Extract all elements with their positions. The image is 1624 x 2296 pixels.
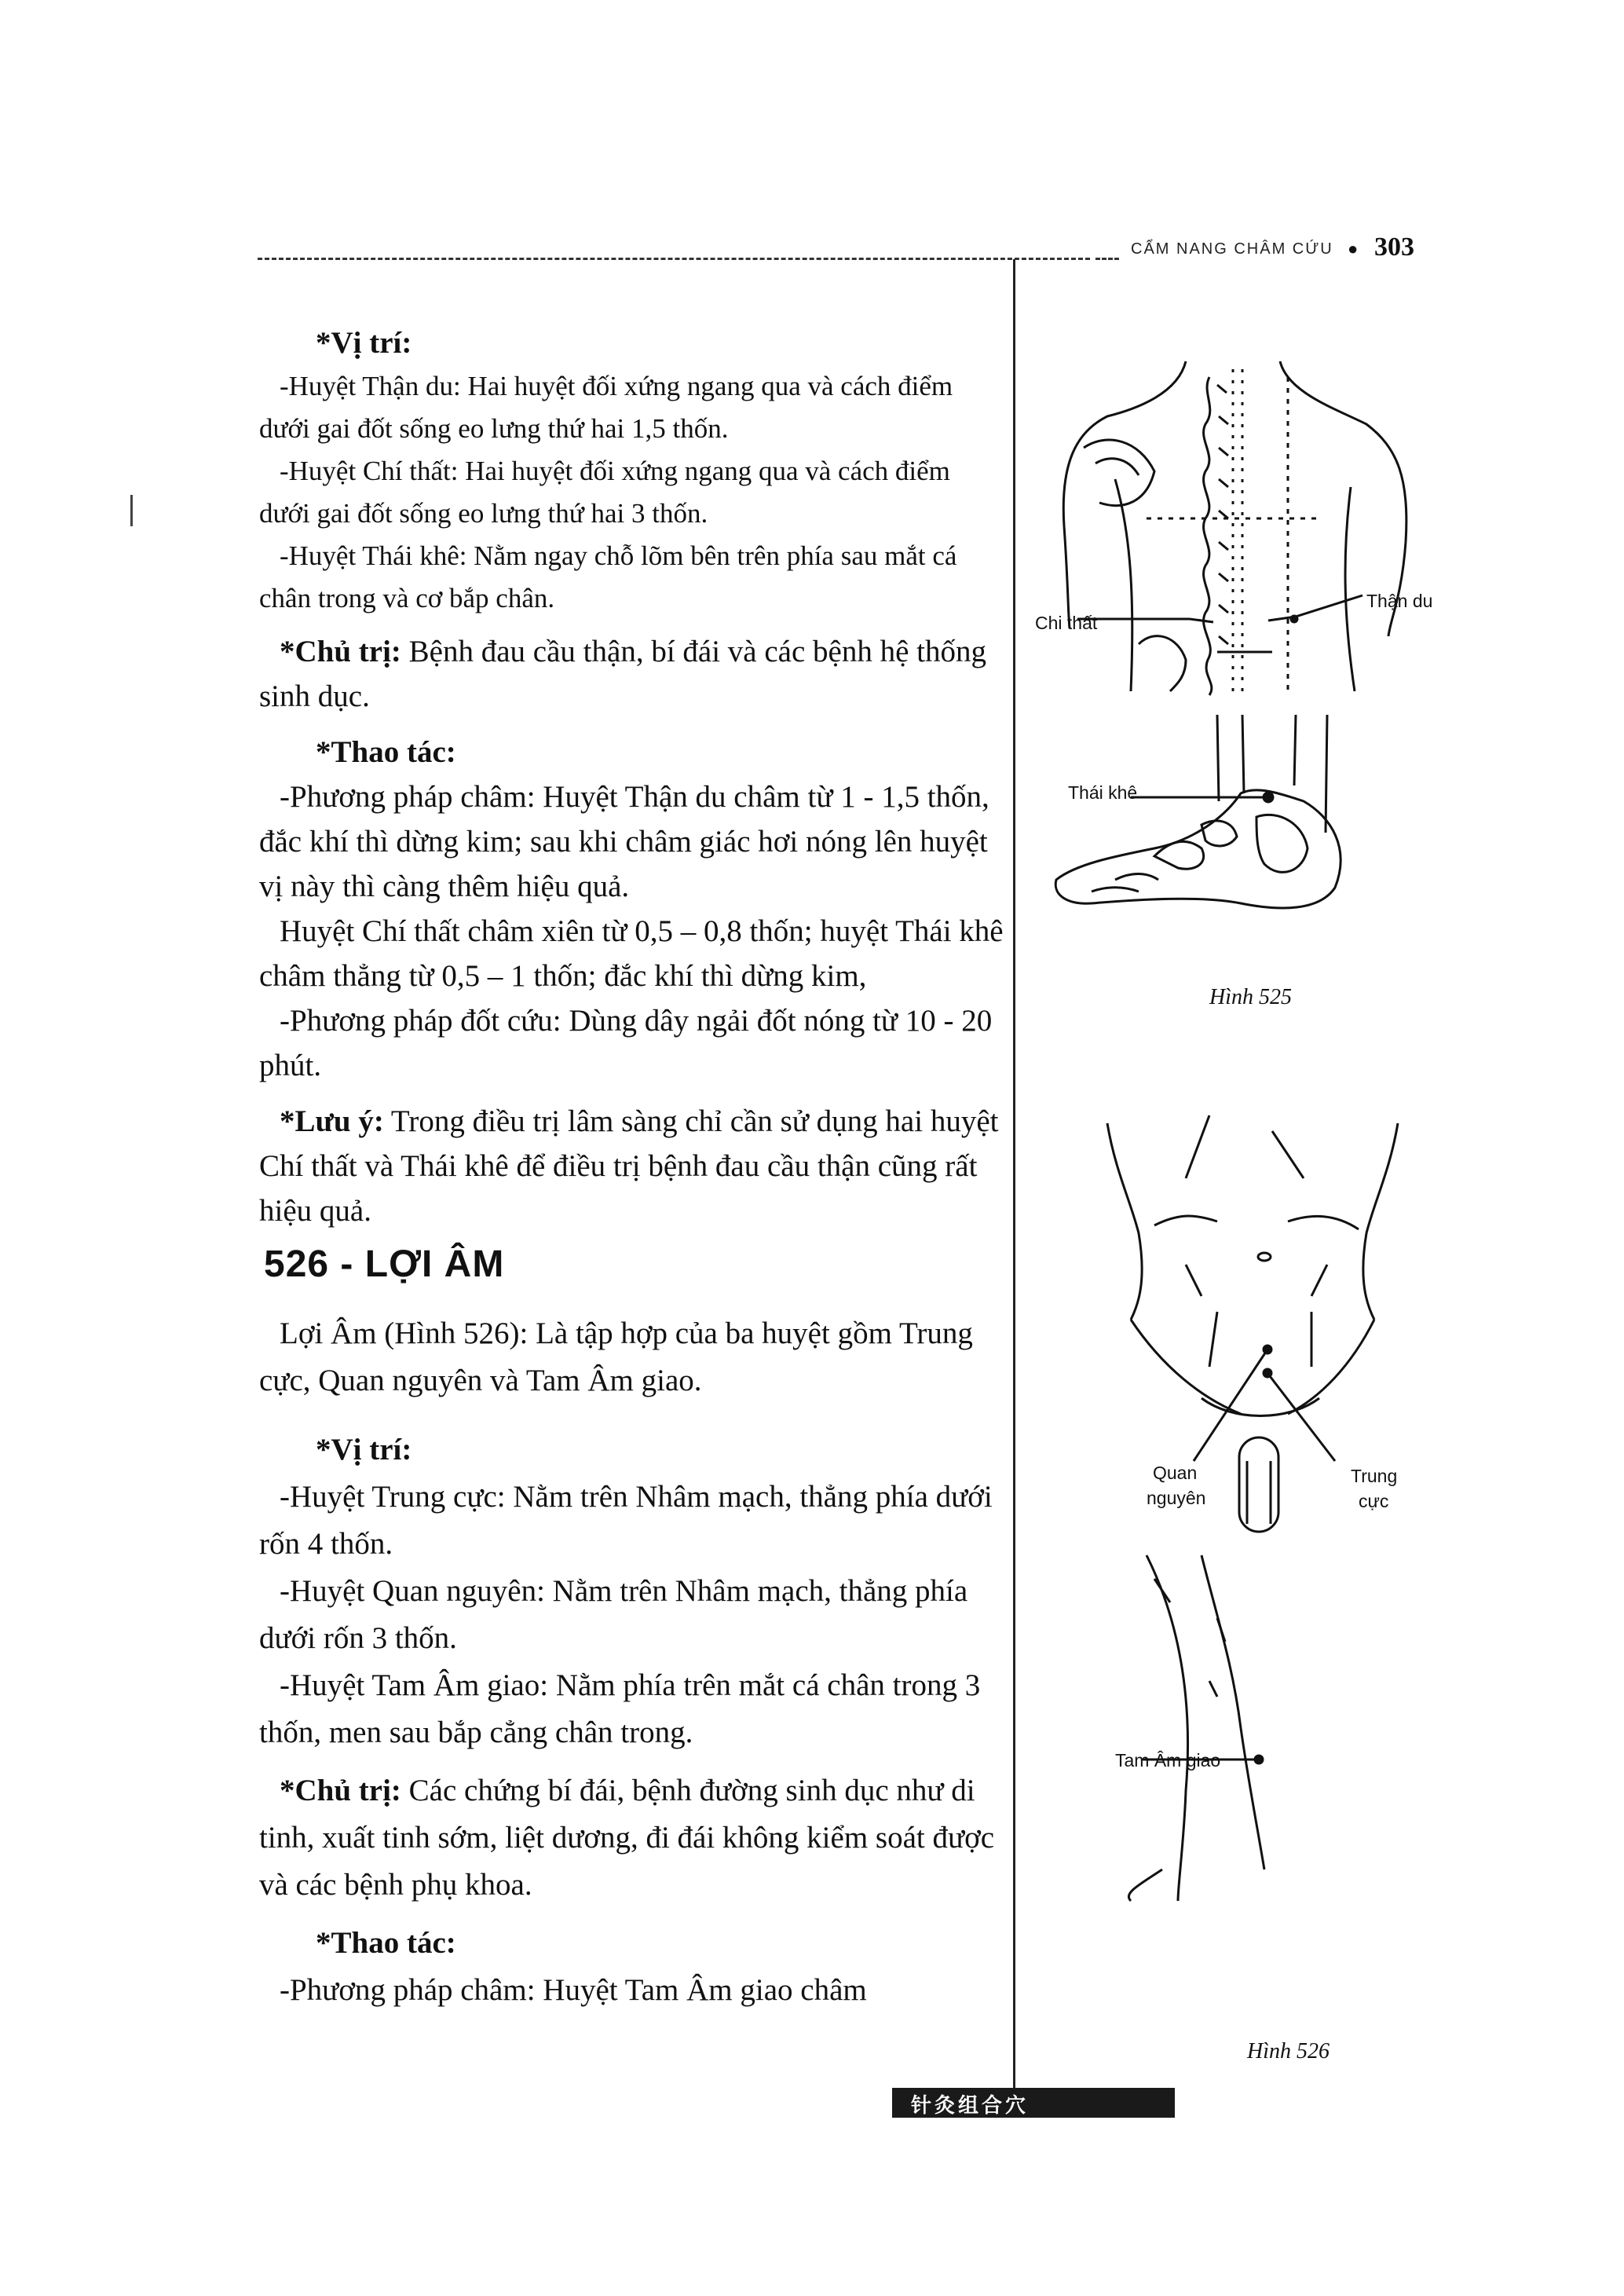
chu-tri-text-526: Các chứng bí đái, bệnh đường sinh dục như di tinh, xuất tinh sớm, liệt dương, đi đái không kiểm soát được và các bệnh phụ khoa.: [259, 1774, 995, 1902]
leg-outer: [1147, 1555, 1188, 1901]
label-quan: Quan: [1153, 1463, 1198, 1483]
label-than-du: Thận du: [1366, 591, 1433, 611]
thao-tac-line-3: -Phương pháp đốt cứu: Dùng dây ngải đốt nóng từ 10 - 20 phút.: [259, 1004, 993, 1082]
header-rule: [258, 258, 1090, 260]
foot: [1128, 1869, 1162, 1901]
label-chi-that: Chi thất: [1035, 613, 1098, 633]
vi-tri-line-2: -Huyệt Chí thất: Hai huyệt đối xứng ngang qua và cách điểm dưới gai đốt sống eo lưng thứ hai 3 thốn.: [259, 456, 950, 529]
right-arm: [1388, 542, 1406, 636]
vi-tri-526-line-1: -Huyệt Trung cực: Nằm trên Nhâm mạch, thẳng phía dưới rốn 4 thốn.: [259, 1480, 993, 1561]
vi-tri-526-line-2: -Huyệt Quan nguyên: Nằm trên Nhâm mạch, thẳng phía dưới rốn 3 thốn.: [259, 1574, 968, 1655]
hip: [1139, 636, 1186, 691]
vi-tri-label-526: *Vị trí:: [316, 1433, 412, 1467]
inguinal: [1202, 1398, 1319, 1416]
label-nguyen: nguyên: [1147, 1488, 1206, 1508]
torso-left: [1107, 1123, 1142, 1320]
chu-tri-label-525: *Chủ trị:: [280, 635, 401, 668]
than-du-leader: [1268, 595, 1362, 621]
page-number: 303: [1374, 233, 1414, 262]
chu-tri-526: [259, 1767, 1021, 1909]
thao-tac-label-525: *Thao tác:: [316, 735, 456, 769]
footer-tag-text: 针灸组合穴: [911, 2094, 1030, 2118]
label-tam-am-giao: Tam Âm giao: [1115, 1750, 1221, 1771]
figure-525-drawing: [1021, 346, 1508, 990]
caption-525: Hình 525: [1209, 985, 1292, 1009]
thao-tac-line-1: -Phương pháp châm: Huyệt Thận du châm từ 1 - 1,5 thốn, đắc khí thì dừng kim; sau khi châm giác hơi nóng lên huyệt vị này thì càng thêm hiệu quả.: [259, 780, 989, 903]
groin: [1131, 1320, 1374, 1414]
vi-tri-label-525: *Vị trí:: [316, 326, 412, 360]
running-title: CẨM NANG CHÂM CỨU: [1131, 240, 1333, 258]
section-525-body: [259, 320, 1005, 1233]
genital: [1239, 1437, 1278, 1532]
intro-526: Lợi Âm (Hình 526): Là tập hợp của ba huyệt gồm Trung cực, Quan nguyên và Tam Âm giao.: [259, 1316, 973, 1397]
vi-tri-line-3: -Huyệt Thái khê: Nằm ngay chỗ lõm bên trên phía sau mắt cá chân trong và cơ bắp chân.: [259, 540, 957, 613]
section-526-body: [259, 1310, 1021, 2014]
chu-tri-text-525: Bệnh đau cầu thận, bí đái và các bệnh hệ thống sinh dục.: [259, 635, 986, 713]
luu-y-525: [259, 1099, 1005, 1233]
caption-526: Hình 526: [1247, 2039, 1330, 2063]
header-rule-right: [1095, 258, 1119, 260]
scan-mark: [130, 495, 133, 526]
thao-tac-line-2: Huyệt Chí thất châm xiên từ 0,5 – 0,8 thốn; huyệt Thái khê châm thẳng từ 0,5 – 1 thốn; đắc khí thì dừng kim,: [259, 914, 1004, 993]
left-flank: [1115, 479, 1132, 691]
right-flank: [1345, 487, 1355, 691]
section-526-heading: 526 - LỢI ÂM: [264, 1243, 505, 1285]
torso-right: [1363, 1123, 1398, 1320]
back-outline-right: [1280, 361, 1406, 542]
vi-tri-526-line-3: -Huyệt Tam Âm giao: Nằm phía trên mắt cá chân trong 3 thốn, men sau bắp cẳng chân trong.: [259, 1668, 981, 1749]
thao-tac-label-526: *Thao tác:: [316, 1926, 456, 1960]
chu-tri-label-526: *Chủ trị:: [280, 1774, 401, 1807]
navel: [1258, 1253, 1271, 1261]
label-trung: Trung: [1351, 1466, 1398, 1486]
label-thai-khe: Thái khê: [1068, 782, 1138, 803]
heel-bones: [1256, 815, 1308, 872]
thao-tac-526-line: -Phương pháp châm: Huyệt Tam Âm giao châm: [280, 1973, 867, 2007]
header-bullet: ●: [1348, 239, 1359, 258]
label-cuc: cực: [1359, 1491, 1389, 1511]
chu-tri-525: [259, 629, 1005, 719]
luu-y-text-525: Trong điều trị lâm sàng chỉ cần sử dụng hai huyệt Chí thất và Thái khê để điều trị bệnh đau cầu thận cũng rất hiệu quả.: [259, 1104, 999, 1228]
luu-y-label-525: *Lưu ý:: [280, 1104, 384, 1138]
leg-inner: [1202, 1555, 1264, 1869]
spine: [1204, 377, 1212, 695]
vi-tri-line-1: -Huyệt Thận du: Hai huyệt đối xứng ngang qua và cách điểm dưới gai đốt sống eo lưng thứ hai 1,5 thốn.: [259, 371, 953, 444]
quan-nguyen-leader: [1194, 1349, 1267, 1461]
